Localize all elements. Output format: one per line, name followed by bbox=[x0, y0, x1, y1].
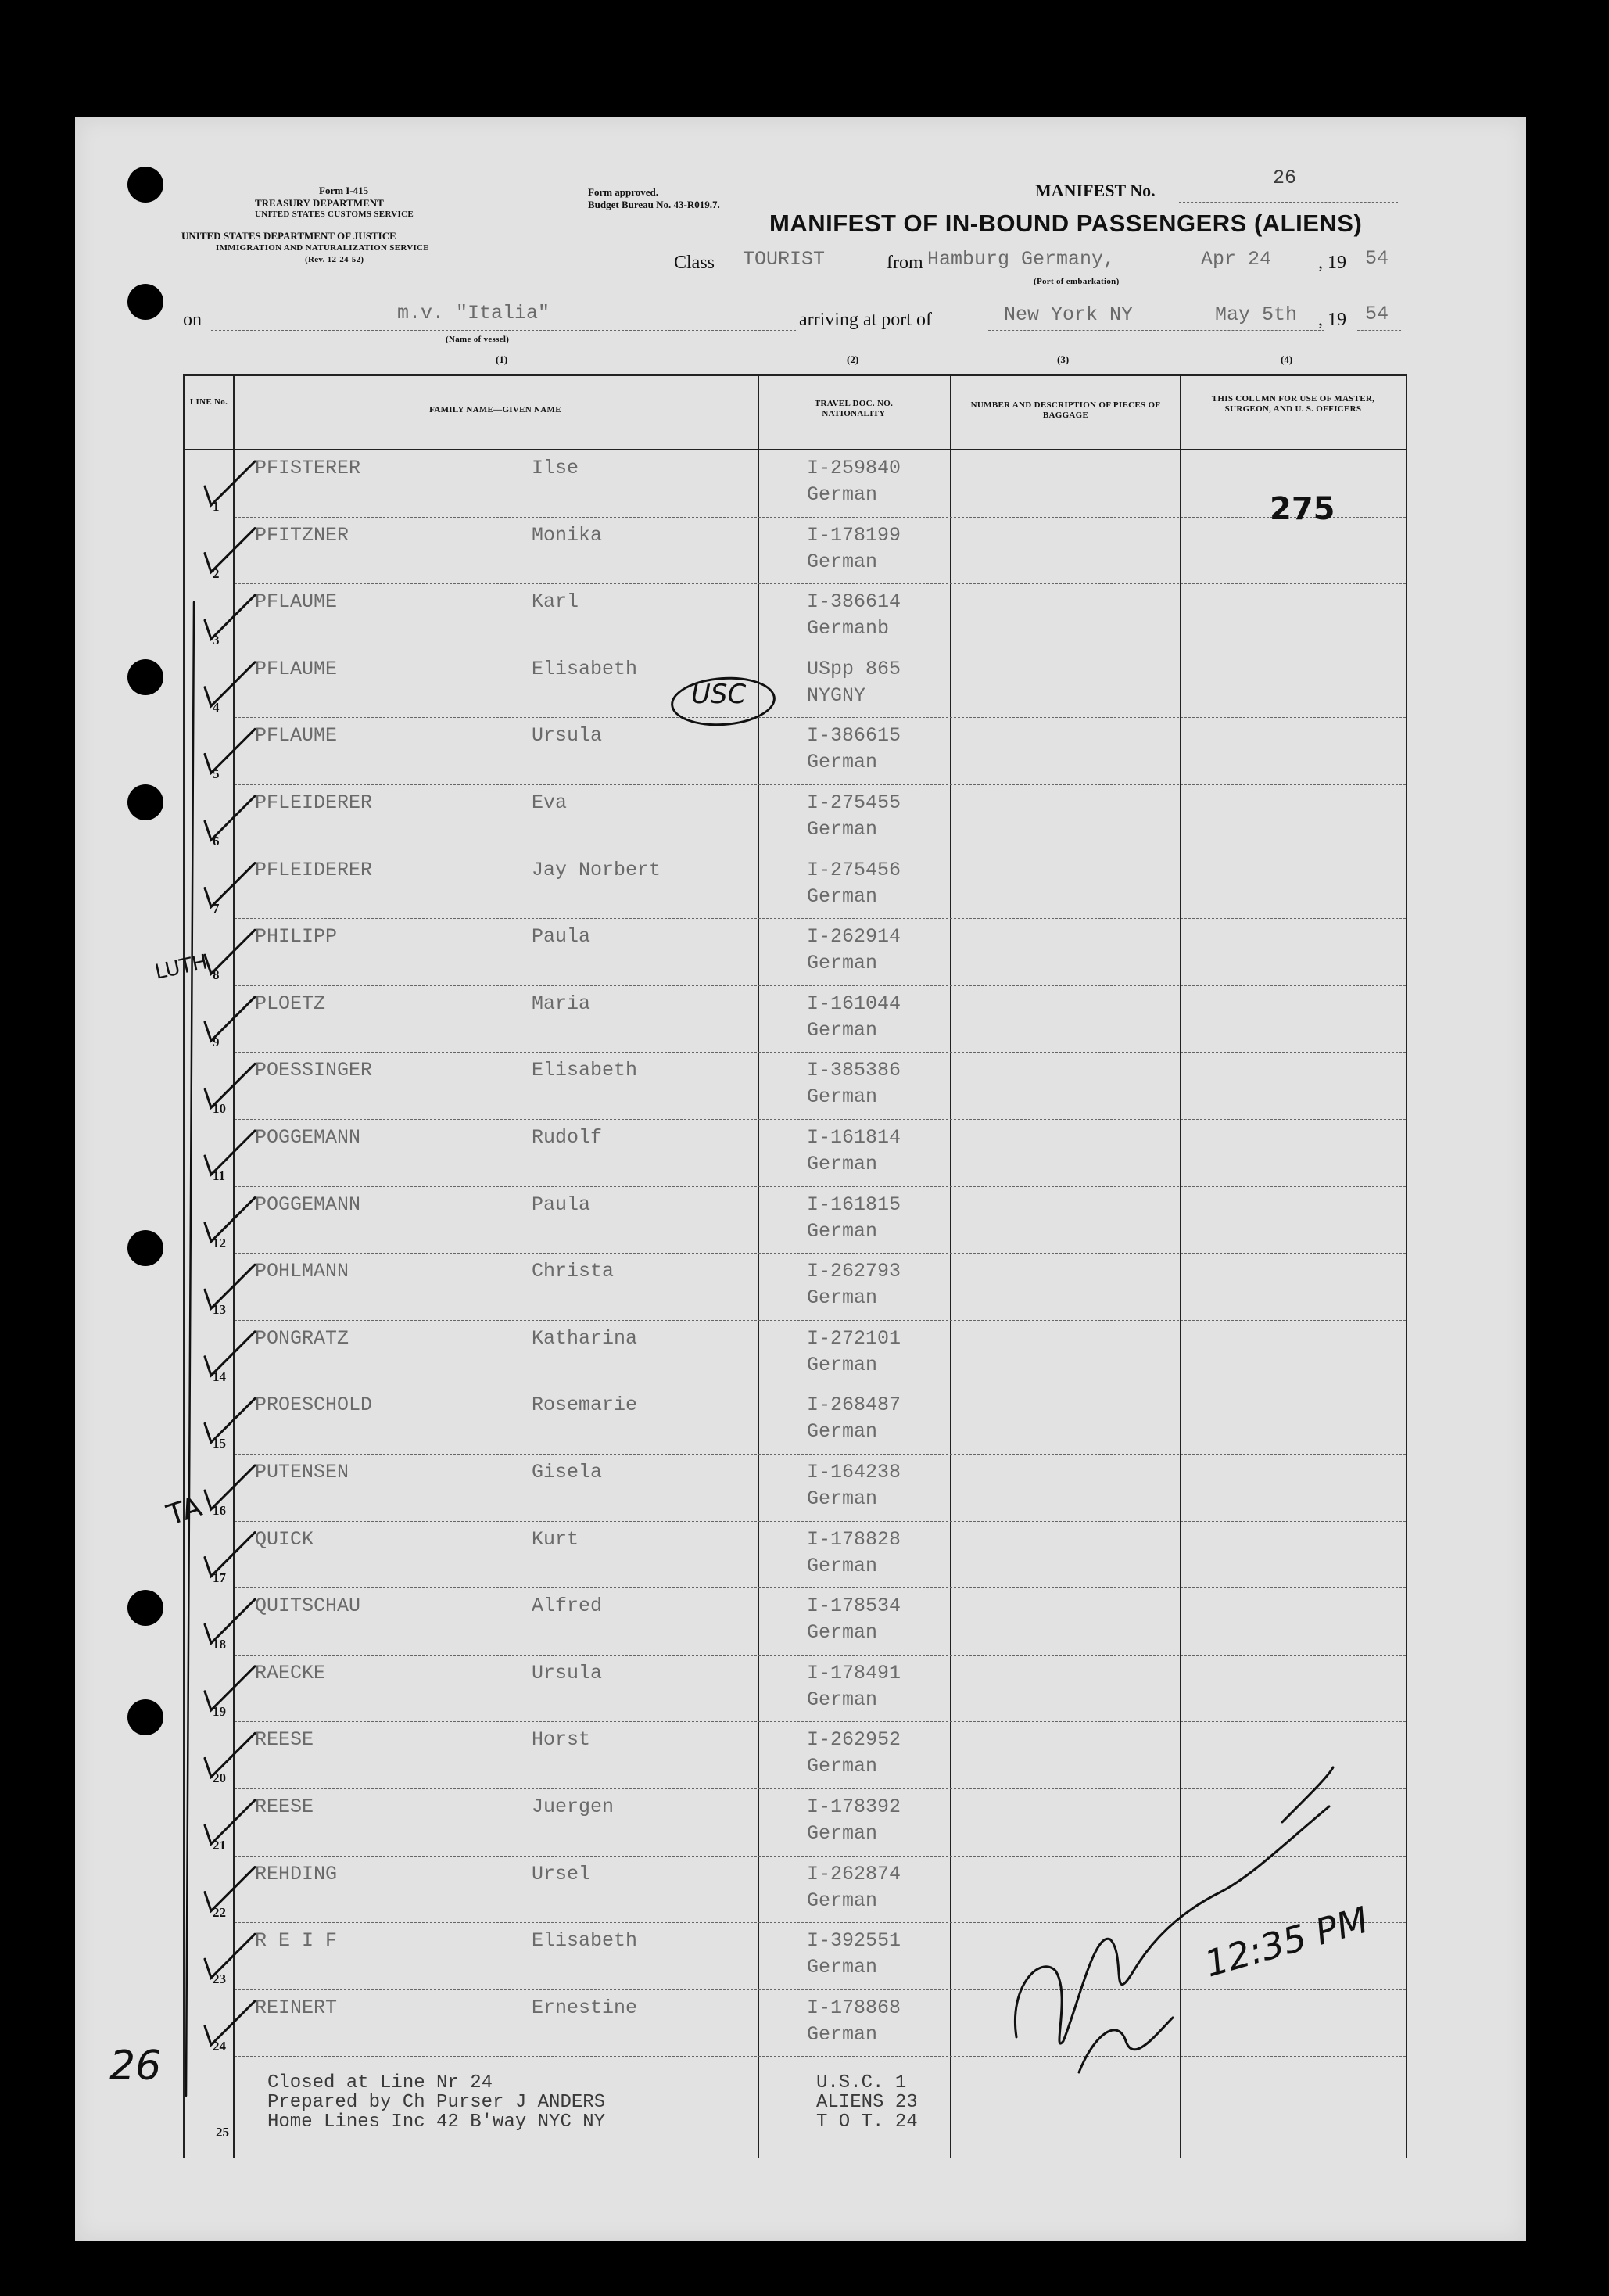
passenger-given-name: Ilse bbox=[532, 457, 579, 479]
nationality: German bbox=[807, 1420, 878, 1444]
travel-doc-number: I-386614 bbox=[807, 590, 901, 614]
line-number: 24 bbox=[213, 2038, 226, 2054]
passenger-family-name: REINERT bbox=[255, 1996, 338, 2019]
justice-dept: UNITED STATES DEPARTMENT OF JUSTICE bbox=[181, 230, 396, 242]
check-mark bbox=[205, 1867, 255, 1911]
travel-doc-number: I-275456 bbox=[807, 858, 901, 881]
nationality: NYGNY bbox=[807, 683, 866, 707]
customs-service: UNITED STATES CUSTOMS SERVICE bbox=[255, 210, 414, 219]
check-mark bbox=[205, 662, 255, 706]
header-travel-doc: TRAVEL DOC. NO. NATIONALITY bbox=[814, 399, 894, 418]
line-number: 17 bbox=[213, 1570, 226, 1585]
line-number: 21 bbox=[213, 1838, 226, 1853]
nationality: German bbox=[807, 1085, 878, 1109]
passenger-given-name: Paula bbox=[532, 925, 591, 949]
passenger-family-name: POGGEMANN bbox=[255, 1193, 361, 1216]
travel-doc-number: I-178392 bbox=[807, 1796, 901, 1818]
passenger-family-name: PFISTERER bbox=[255, 457, 361, 479]
passenger-family-name: PLOETZ bbox=[255, 992, 326, 1015]
travel-doc-number: I-178868 bbox=[807, 1996, 901, 2019]
port-embarkation-caption: (Port of embarkation) bbox=[1034, 277, 1120, 286]
col-num-1: (1) bbox=[496, 353, 508, 365]
passenger-family-name: PFITZNER bbox=[255, 523, 349, 547]
check-mark bbox=[205, 1332, 255, 1376]
line-number: 6 bbox=[213, 834, 220, 848]
nationality: German bbox=[807, 1554, 878, 1577]
embarkation-date: Apr 24 bbox=[1201, 248, 1272, 271]
travel-doc-number: I-164238 bbox=[807, 1461, 901, 1483]
check-mark bbox=[205, 997, 255, 1041]
manifest-title: MANIFEST OF IN-BOUND PASSENGERS (ALIENS) bbox=[769, 210, 1363, 237]
nationality: German bbox=[807, 1889, 878, 1912]
line-number: 2 bbox=[213, 565, 220, 581]
passenger-given-name: Monika bbox=[532, 523, 603, 547]
closing-line-3: Home Lines Inc 42 B'way NYC NY bbox=[267, 2111, 606, 2133]
line-number: 19 bbox=[213, 1703, 226, 1719]
margin-number: 26 bbox=[109, 2043, 162, 2090]
passenger-given-name: Maria bbox=[532, 992, 591, 1015]
travel-doc-number: I-385386 bbox=[807, 1059, 901, 1082]
passenger-family-name: PROESCHOLD bbox=[255, 1394, 373, 1417]
nationality: Germanb bbox=[807, 617, 890, 640]
travel-doc-number: I-262952 bbox=[807, 1728, 901, 1752]
travel-doc-number: I-392551 bbox=[807, 1929, 901, 1953]
header-line-no: LINE No. bbox=[189, 397, 228, 407]
nationality: German bbox=[807, 483, 878, 506]
passenger-given-name: Elisabeth bbox=[532, 1929, 638, 1953]
line-number: 16 bbox=[213, 1503, 226, 1518]
line-number: 4 bbox=[213, 699, 220, 715]
passenger-given-name: Katharina bbox=[532, 1326, 638, 1350]
passenger-family-name: POGGEMANN bbox=[255, 1126, 361, 1149]
nationality: German bbox=[807, 884, 878, 908]
usc-count: U.S.C. 1 bbox=[816, 2072, 907, 2093]
aliens-count: ALIENS 23 bbox=[816, 2092, 918, 2113]
closing-line-2: Prepared by Ch Purser J ANDERS bbox=[267, 2092, 606, 2113]
check-mark bbox=[205, 863, 255, 907]
passenger-given-name: Horst bbox=[532, 1728, 591, 1752]
check-mark bbox=[205, 1599, 255, 1643]
arriving-label: arriving at port of bbox=[799, 310, 932, 330]
header-officers: THIS COLUMN FOR USE OF MASTER, SURGEON, AND U. S. OFFICERS bbox=[1211, 394, 1375, 414]
line-number: 12 bbox=[213, 1235, 226, 1250]
travel-doc-number: I-272101 bbox=[807, 1326, 901, 1350]
passenger-given-name: Elisabeth bbox=[532, 1059, 638, 1082]
check-mark bbox=[205, 729, 255, 773]
travel-doc-number: I-262914 bbox=[807, 925, 901, 949]
passenger-given-name: Ursula bbox=[532, 1661, 603, 1684]
time-stamp-note: 12:35 PM bbox=[1199, 1898, 1373, 1986]
closing-line-1: Closed at Line Nr 24 bbox=[267, 2072, 493, 2093]
from-year-prefix: , 19 bbox=[1318, 253, 1346, 273]
nationality: German bbox=[807, 1487, 878, 1510]
line-number: 8 bbox=[213, 967, 220, 983]
check-mark bbox=[205, 930, 255, 974]
manifest-no-value: 26 bbox=[1273, 167, 1297, 189]
nationality: German bbox=[807, 2022, 878, 2046]
passenger-family-name: PFLEIDERER bbox=[255, 791, 373, 814]
check-mark bbox=[205, 461, 255, 505]
check-mark bbox=[205, 1398, 255, 1442]
nationality: German bbox=[807, 818, 878, 841]
passenger-given-name: Juergen bbox=[532, 1796, 615, 1818]
check-mark bbox=[205, 1064, 255, 1107]
check-mark bbox=[205, 796, 255, 840]
check-mark bbox=[205, 2001, 255, 2045]
arrival-year: 54 bbox=[1365, 303, 1389, 325]
check-mark bbox=[205, 1265, 255, 1308]
header-name: FAMILY NAME—GIVEN NAME bbox=[429, 405, 561, 414]
passenger-family-name: PONGRATZ bbox=[255, 1326, 349, 1350]
usc-circle-text: USC bbox=[691, 679, 747, 710]
passenger-given-name: Jay Norbert bbox=[532, 858, 661, 881]
passenger-given-name: Paula bbox=[532, 1193, 591, 1216]
passenger-family-name: PFLAUME bbox=[255, 724, 338, 748]
embarkation-year: 54 bbox=[1365, 247, 1389, 270]
passenger-family-name: PFLAUME bbox=[255, 657, 338, 680]
nationality: German bbox=[807, 952, 878, 975]
passenger-family-name: PHILIPP bbox=[255, 925, 338, 949]
on-label: on bbox=[183, 310, 202, 330]
nationality: German bbox=[807, 1219, 878, 1243]
line-number: 10 bbox=[213, 1101, 226, 1117]
col-num-2: (2) bbox=[847, 353, 859, 365]
travel-doc-number: USpp 865 bbox=[807, 657, 901, 680]
line-number: 5 bbox=[213, 766, 220, 782]
travel-doc-number: I-161815 bbox=[807, 1193, 901, 1216]
line-number: 3 bbox=[213, 633, 220, 648]
line-number: 11 bbox=[213, 1168, 226, 1183]
nationality: German bbox=[807, 1822, 878, 1845]
passenger-family-name: REHDING bbox=[255, 1862, 338, 1885]
nationality: German bbox=[807, 1353, 878, 1376]
ins-service: IMMIGRATION AND NATURALIZATION SERVICE bbox=[216, 243, 429, 253]
travel-doc-number: I-259840 bbox=[807, 457, 901, 479]
check-mark bbox=[205, 595, 255, 639]
passenger-given-name: Eva bbox=[532, 791, 568, 814]
travel-doc-number: I-178491 bbox=[807, 1661, 901, 1684]
passenger-family-name: QUITSCHAU bbox=[255, 1595, 361, 1618]
line-number: 9 bbox=[213, 1034, 220, 1049]
line-number: 1 bbox=[213, 499, 220, 514]
passenger-family-name: POESSINGER bbox=[255, 1059, 373, 1082]
vessel-name-caption: (Name of vessel) bbox=[446, 335, 510, 344]
passenger-family-name: PFLAUME bbox=[255, 590, 338, 614]
travel-doc-number: I-262793 bbox=[807, 1260, 901, 1283]
ta-note: TA bbox=[163, 1491, 206, 1532]
line-number: 20 bbox=[213, 1770, 226, 1786]
passenger-given-name: Ursula bbox=[532, 724, 603, 748]
passenger-given-name: Kurt bbox=[532, 1527, 579, 1551]
passenger-family-name: POHLMANN bbox=[255, 1260, 349, 1283]
passenger-family-name: PFLEIDERER bbox=[255, 858, 373, 881]
line-number: 22 bbox=[213, 1904, 226, 1920]
travel-doc-number: I-178534 bbox=[807, 1595, 901, 1618]
nationality: German bbox=[807, 1153, 878, 1175]
passenger-family-name: RAECKE bbox=[255, 1661, 326, 1684]
nationality: German bbox=[807, 1286, 878, 1310]
travel-doc-number: I-268487 bbox=[807, 1394, 901, 1417]
passenger-given-name: Karl bbox=[532, 590, 579, 614]
manifest-no-label: MANIFEST No. bbox=[1035, 181, 1156, 200]
check-mark bbox=[205, 1934, 255, 1978]
embarkation-port: Hamburg Germany, bbox=[927, 248, 1116, 271]
travel-doc-number: I-178828 bbox=[807, 1527, 901, 1551]
passenger-given-name: Ernestine bbox=[532, 1996, 638, 2019]
passenger-given-name: Rudolf bbox=[532, 1126, 603, 1149]
nationality: German bbox=[807, 550, 878, 573]
check-mark bbox=[205, 1666, 255, 1710]
line-number: 7 bbox=[213, 900, 220, 916]
passenger-given-name: Ursel bbox=[532, 1862, 591, 1885]
total-count: T O T. 24 bbox=[816, 2111, 918, 2133]
travel-doc-number: I-178199 bbox=[807, 523, 901, 547]
col-num-3: (3) bbox=[1057, 353, 1070, 365]
travel-doc-number: I-161814 bbox=[807, 1126, 901, 1149]
travel-doc-number: I-386615 bbox=[807, 724, 901, 748]
travel-doc-number: I-275455 bbox=[807, 791, 901, 814]
nationality: German bbox=[807, 1956, 878, 1979]
line-number-25: 25 bbox=[216, 2125, 229, 2140]
class-label: Class bbox=[674, 253, 715, 273]
arrive-year-prefix: , 19 bbox=[1318, 310, 1346, 330]
passenger-given-name: Rosemarie bbox=[532, 1394, 638, 1417]
class-value: TOURIST bbox=[743, 248, 826, 271]
budget-bureau: Budget Bureau No. 43-R019.7. bbox=[588, 199, 720, 210]
passenger-family-name: QUICK bbox=[255, 1527, 314, 1551]
line-number: 18 bbox=[213, 1637, 226, 1652]
passenger-family-name: REESE bbox=[255, 1796, 314, 1818]
check-mark bbox=[205, 529, 255, 572]
form-approved: Form approved. bbox=[588, 186, 659, 198]
header-baggage: NUMBER AND DESCRIPTION OF PIECES OF BAGGAGE bbox=[970, 400, 1161, 420]
passenger-family-name: R E I F bbox=[255, 1929, 338, 1953]
arrival-port: New York NY bbox=[1004, 303, 1134, 326]
passenger-given-name: Elisabeth bbox=[532, 657, 638, 680]
check-mark bbox=[205, 1533, 255, 1577]
arrival-date: May 5th bbox=[1215, 303, 1298, 326]
officer-mark: 275 bbox=[1270, 491, 1335, 527]
nationality: German bbox=[807, 1621, 878, 1645]
luth-note: LUTH bbox=[152, 950, 210, 985]
passenger-family-name: REESE bbox=[255, 1728, 314, 1752]
check-mark bbox=[205, 1131, 255, 1175]
check-mark bbox=[205, 1733, 255, 1777]
nationality: German bbox=[807, 751, 878, 774]
nationality: German bbox=[807, 1688, 878, 1711]
check-mark bbox=[205, 1800, 255, 1844]
passenger-family-name: PUTENSEN bbox=[255, 1461, 349, 1483]
vessel-name: m.v. "Italia" bbox=[397, 302, 550, 325]
form-number: Form I-415 bbox=[319, 185, 369, 196]
passenger-given-name: Gisela bbox=[532, 1461, 603, 1483]
travel-doc-number: I-262874 bbox=[807, 1862, 901, 1885]
line-number: 13 bbox=[213, 1302, 226, 1318]
check-mark bbox=[205, 1198, 255, 1242]
nationality: German bbox=[807, 1018, 878, 1042]
line-number: 23 bbox=[213, 1971, 226, 1987]
travel-doc-number: I-161044 bbox=[807, 992, 901, 1015]
line-number: 14 bbox=[213, 1369, 226, 1384]
from-label: from bbox=[887, 253, 923, 273]
col-num-4: (4) bbox=[1281, 353, 1293, 365]
nationality: German bbox=[807, 1755, 878, 1778]
treasury-dept: TREASURY DEPARTMENT bbox=[255, 197, 384, 209]
line-number: 15 bbox=[213, 1436, 226, 1451]
passenger-given-name: Christa bbox=[532, 1260, 615, 1283]
form-revision: (Rev. 12-24-52) bbox=[305, 255, 364, 264]
check-mark bbox=[205, 1465, 255, 1509]
passenger-given-name: Alfred bbox=[532, 1595, 603, 1618]
